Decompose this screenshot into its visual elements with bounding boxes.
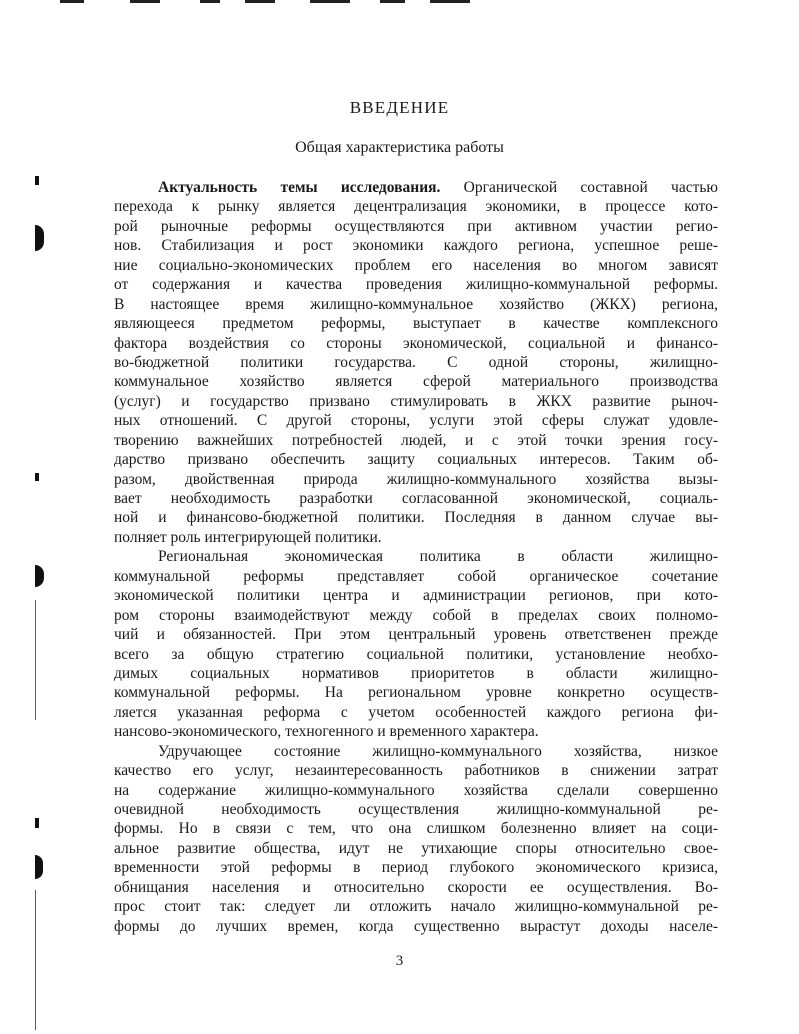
text-line: ние социально-экономических проблем его населения во многом зависят [114, 256, 718, 274]
text-line: коммунальное хозяйство является сферой материального производства [114, 373, 718, 391]
text-line: вает необходимость разработки согласованной экономической, социаль- [114, 490, 718, 507]
scan-margin-mark [35, 176, 39, 185]
text-line: Региональная экономическая политика в области жилищно- [158, 548, 718, 566]
text-line: альное развитие общества, идут не утихающие споры относительно свое- [114, 839, 718, 857]
text-line: ром стороны взаимодействуют между собой в пределах своих полномо- [114, 606, 718, 624]
text-line: прос стоит так: следует ли отложить начало жилищно-коммунальной ре- [114, 898, 718, 916]
text-line: ных отношений. С другой стороны, услуги этой сферы служат удовле- [114, 412, 718, 430]
text-line: ной и финансово-бюджетной политики. Последняя в данном случае вы- [114, 509, 718, 527]
text-line: являющееся предметом реформы, выступает в качестве комплексного [114, 315, 718, 333]
lead-term: Актуальность темы исследования. [158, 179, 441, 196]
scan-margin-mark [35, 225, 44, 251]
text-line: ляется указанная реформа с учетом особенностей каждого региона фи- [114, 703, 718, 721]
scan-margin-mark [35, 600, 36, 720]
text-line: перехода к рынку является децентрализация экономики, в процессе кото- [114, 198, 718, 216]
text-line: димых социальных нормативов приоритетов в области жилищно- [114, 664, 718, 682]
text-line: разом, двойственная природа жилищно-коммунального хозяйства вызы- [114, 470, 718, 488]
text-line: коммунальной реформы. На региональном уровне конкретно осуществ- [114, 684, 718, 702]
text-line: качество его услуг, незаинтересованность работников в снижении затрат [114, 762, 718, 780]
text-line: очевидной необходимость осуществления жилищно-коммунальной ре- [114, 801, 718, 818]
scan-margin-mark [35, 473, 39, 481]
text-line: Актуальность темы исследования. Органической составной частью [158, 179, 719, 196]
text-line: во-бюджетной политики государства. С одной стороны, жилищно- [114, 353, 718, 371]
text-line: коммунальной реформы представляет собой органическое сочетание [114, 567, 718, 585]
body-text [114, 178, 718, 936]
scan-margin-mark [35, 818, 39, 828]
text-line: формы. Но в связи с тем, что она слишком болезненно влияет на соци- [114, 820, 718, 838]
text-line: нансово-экономического, техногенного и временного характера. [114, 723, 539, 741]
text-line: рой рыночные реформы осуществляются при активном участии регио- [114, 217, 718, 235]
text-line: всего за общую стратегию социальной политики, установление необхо- [114, 645, 718, 663]
text-line: на содержание жилищно-коммунального хозяйства сделали совершенно [114, 781, 718, 799]
text-line: формы до лучших времен, когда существенно вырастут доходы населе- [114, 917, 718, 935]
scan-top-artifact [60, 0, 490, 5]
scan-margin-mark [35, 565, 44, 587]
text-line: обнищания населения и относительно скорости ее осуществления. Во- [114, 878, 718, 896]
text-line: творению важнейших потребностей людей, и с этой точки зрения госу- [114, 431, 718, 449]
text-line: Удручающее состояние жилищно-коммунального хозяйства, низкое [158, 742, 718, 760]
text-line: от содержания и качества проведения жилищно-коммунальной реформы. [114, 276, 718, 294]
text-line: чий и обязанностей. При этом центральный уровень ответственен прежде [114, 626, 718, 644]
text-line: фактора воздействия со стороны экономической, социальной и финансо- [114, 334, 718, 352]
text-line: экономической политики центра и администрации регионов, при кото- [114, 587, 718, 605]
page-number: 3 [395, 953, 404, 969]
section-subtitle: Общая характеристика работы [295, 139, 504, 156]
text-line: дарство призвано обеспечить защиту социальных интересов. Таким об- [114, 451, 718, 469]
text-line: (услуг) и государство призвано стимулировать в ЖКХ развитие рыноч- [114, 392, 718, 410]
text-line: нов. Стабилизация и рост экономики каждого региона, успешное реше- [114, 237, 718, 255]
text-line: полняет роль интегрирующей политики. [114, 528, 382, 546]
scan-margin-mark [35, 855, 43, 879]
page-title: ВВЕДЕНИЕ [349, 98, 450, 117]
text-line: В настоящее время жилищно-коммунальное хозяйство (ЖКХ) региона, [114, 295, 718, 313]
text-line: временности этой реформы в период глубокого экономического кризиса, [114, 859, 718, 877]
